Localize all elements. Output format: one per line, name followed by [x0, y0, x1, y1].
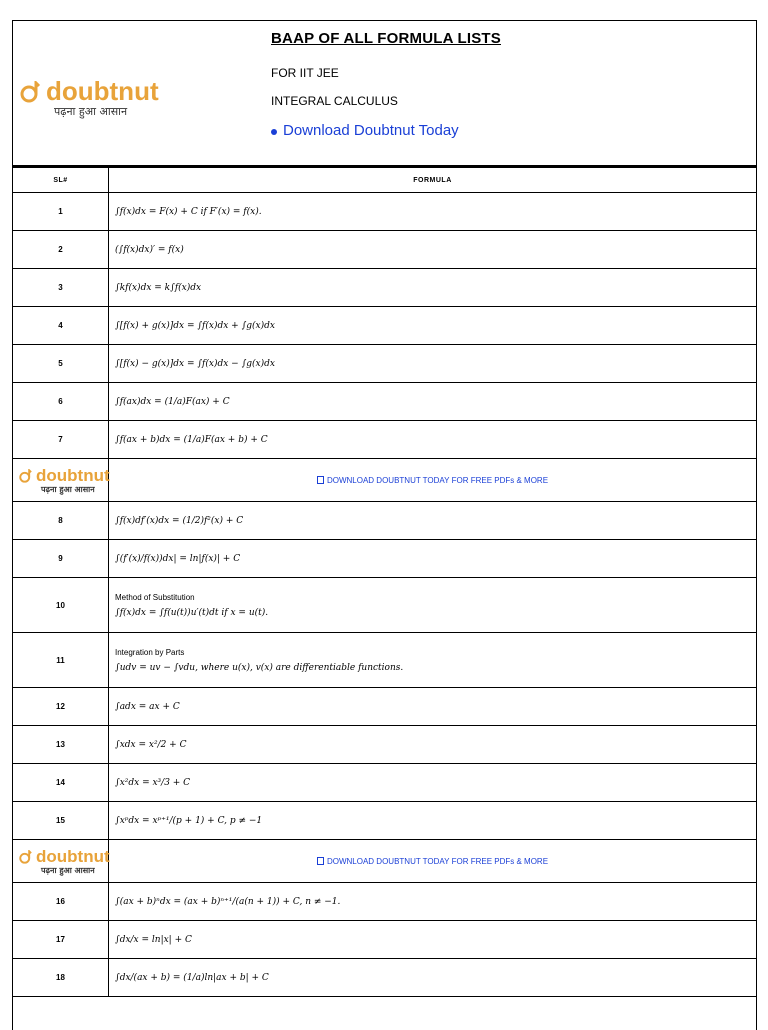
formula-text: ∫xᵖdx = xᵖ⁺¹/(p + 1) + C, p ≠ −1	[115, 815, 263, 826]
doubtnut-logo-icon	[19, 850, 33, 864]
table-row	[13, 421, 757, 459]
formula-text: ∫kf(x)dx = k∫f(x)dx	[115, 282, 202, 293]
formula-text: ∫f(ax + b)dx = (1/a)F(ax + b) + C	[115, 434, 268, 445]
table-row	[13, 345, 757, 383]
formula-cell	[109, 764, 757, 802]
ad-banner[interactable]	[109, 459, 757, 502]
pdf-icon	[317, 857, 324, 865]
col-header-formula: FORMULA	[109, 168, 757, 193]
formula-cell	[109, 726, 757, 764]
logo-word: doubtnut	[46, 76, 159, 106]
table-row	[13, 578, 757, 633]
exam-label: FOR IIT JEE	[271, 66, 339, 80]
col-header-sl: SL#	[13, 168, 109, 193]
ad-banner-label: DOWNLOAD DOUBTNUT TODAY FOR FREE PDFs & MORE	[326, 475, 549, 485]
logo-tagline: पढ़ना हुआ आसान	[41, 484, 95, 494]
table-row	[13, 540, 757, 578]
row-number: 6	[13, 383, 109, 421]
doubtnut-logo	[20, 76, 159, 119]
table-row	[13, 307, 757, 345]
formula-text: ∫f(x)dx = ∫f(u(t))u′(t)dt if x = u(t).	[115, 607, 269, 618]
ad-logo-cell	[13, 459, 109, 502]
formula-text: ∫f(x)df′(x)dx = (1/2)f²(x) + C	[115, 515, 244, 526]
formula-cell	[109, 959, 757, 997]
formula-text: ∫x²dx = x³/3 + C	[115, 777, 191, 788]
table-row	[13, 502, 757, 540]
formula-note: Integration by Parts	[115, 647, 185, 657]
ad-banner[interactable]	[109, 840, 757, 883]
logo-word: doubtnut	[36, 846, 110, 866]
row-number: 3	[13, 269, 109, 307]
formula-note: Method of Substitution	[115, 592, 195, 602]
table-row	[13, 764, 757, 802]
formula-cell	[109, 502, 757, 540]
table-row	[13, 802, 757, 840]
formula-text: ∫udv = uv − ∫vdu, where u(x), v(x) are differentiable functions.	[115, 662, 404, 673]
formula-text: ∫(ax + b)ⁿdx = (ax + b)ⁿ⁺¹/(a(n + 1)) + C, n ≠ −1.	[115, 896, 341, 907]
formula-cell	[109, 921, 757, 959]
row-number: 1	[13, 193, 109, 231]
formula-text: ∫adx = ax + C	[115, 701, 180, 712]
row-number: 7	[13, 421, 109, 459]
formula-cell	[109, 307, 757, 345]
row-number: 9	[13, 540, 109, 578]
table-row	[13, 959, 757, 997]
formula-cell	[109, 421, 757, 459]
topic-label: INTEGRAL CALCULUS	[271, 94, 398, 108]
formula-text: ∫f(x)dx = F(x) + C if F′(x) = f(x).	[115, 206, 262, 217]
table-row	[13, 726, 757, 764]
row-number: 16	[13, 883, 109, 921]
doubtnut-logo-small	[19, 847, 108, 876]
ad-row	[13, 459, 757, 502]
formula-cell	[109, 540, 757, 578]
formula-cell	[109, 345, 757, 383]
logo-tagline: पढ़ना हुआ आसान	[41, 865, 95, 875]
formula-text: ∫(f′(x)/f(x))dx| = ln|f(x)| + C	[115, 553, 241, 564]
table-row	[13, 883, 757, 921]
pdf-icon	[317, 476, 324, 484]
formula-table	[12, 167, 757, 997]
formula-cell	[109, 883, 757, 921]
formula-text: ∫[f(x) + g(x)]dx = ∫f(x)dx + ∫g(x)dx	[115, 320, 275, 331]
formula-cell	[109, 802, 757, 840]
ad-banner-label: DOWNLOAD DOUBTNUT TODAY FOR FREE PDFs & MORE	[326, 856, 549, 866]
row-number: 11	[13, 633, 109, 688]
logo-tagline: पढ़ना हुआ आसान	[54, 105, 128, 118]
formula-cell	[109, 383, 757, 421]
ad-logo-cell	[13, 840, 109, 883]
doubtnut-logo-small	[19, 466, 108, 495]
row-number: 12	[13, 688, 109, 726]
row-number: 2	[13, 231, 109, 269]
formula-text: ∫f(ax)dx = (1/a)F(ax) + C	[115, 396, 230, 407]
formula-text: (∫f(x)dx)′ = f(x)	[115, 244, 184, 255]
table-row	[13, 921, 757, 959]
row-number: 18	[13, 959, 109, 997]
doubtnut-logo-icon	[19, 469, 33, 483]
row-number: 4	[13, 307, 109, 345]
formula-text: ∫[f(x) − g(x)]dx = ∫f(x)dx − ∫g(x)dx	[115, 358, 275, 369]
bullet-icon	[271, 129, 277, 135]
formula-text: ∫xdx = x²/2 + C	[115, 739, 187, 750]
table-row	[13, 688, 757, 726]
row-number: 13	[13, 726, 109, 764]
table-row	[13, 633, 757, 688]
formula-cell	[109, 269, 757, 307]
ad-row	[13, 840, 757, 883]
table-row	[13, 193, 757, 231]
formula-cell	[109, 688, 757, 726]
formula-text: ∫dx/(ax + b) = (1/a)ln|ax + b| + C	[115, 972, 269, 983]
page-title: BAAP OF ALL FORMULA LISTS	[271, 30, 501, 47]
formula-text: ∫dx/x = ln|x| + C	[115, 934, 192, 945]
table-row	[13, 383, 757, 421]
row-number: 8	[13, 502, 109, 540]
formula-cell	[109, 193, 757, 231]
row-number: 17	[13, 921, 109, 959]
doubtnut-logo-icon	[20, 81, 42, 103]
download-link[interactable]	[271, 122, 459, 139]
table-row	[13, 269, 757, 307]
row-number: 5	[13, 345, 109, 383]
row-number: 15	[13, 802, 109, 840]
table-row	[13, 231, 757, 269]
formula-cell	[109, 578, 757, 633]
formula-cell	[109, 231, 757, 269]
row-number: 14	[13, 764, 109, 802]
formula-cell	[109, 633, 757, 688]
row-number: 10	[13, 578, 109, 633]
download-link-label: Download Doubtnut Today	[283, 122, 459, 139]
logo-word: doubtnut	[36, 465, 110, 485]
